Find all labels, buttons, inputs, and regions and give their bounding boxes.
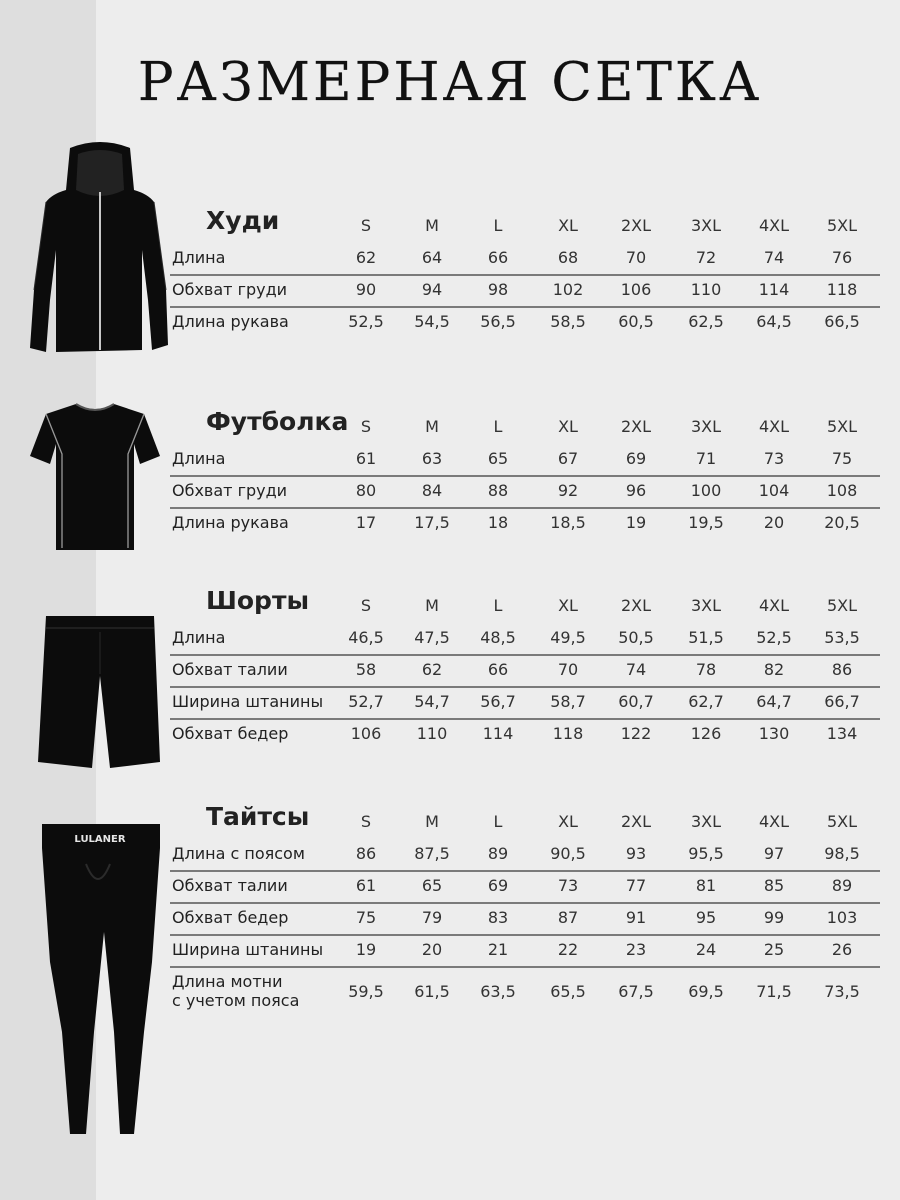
table-row bbox=[170, 904, 880, 936]
table-cell: 63 bbox=[421, 449, 443, 468]
table-cell: 79 bbox=[421, 908, 443, 927]
table-cell: 91 bbox=[625, 908, 647, 927]
table-cell: 110 bbox=[416, 724, 448, 743]
table-cell: 87 bbox=[557, 908, 579, 927]
tights-image bbox=[34, 822, 174, 1140]
table-cell: 74 bbox=[763, 248, 785, 267]
table-header bbox=[170, 584, 880, 624]
table-cell: 68 bbox=[557, 248, 579, 267]
table-cell: 24 bbox=[695, 940, 717, 959]
table-cell: 81 bbox=[695, 876, 717, 895]
table-cell: 56,7 bbox=[480, 692, 516, 711]
table-cell: 64 bbox=[421, 248, 443, 267]
table-cell: 23 bbox=[625, 940, 647, 959]
table-cell: 94 bbox=[421, 280, 443, 299]
size-label: 3XL bbox=[690, 216, 722, 235]
tshirt-size-table bbox=[170, 405, 880, 539]
table-cell: 48,5 bbox=[480, 628, 516, 647]
table-cell: 60,5 bbox=[618, 312, 654, 331]
table-cell: 73 bbox=[763, 449, 785, 468]
table-cell: 130 bbox=[758, 724, 790, 743]
table-cell: 58,5 bbox=[550, 312, 586, 331]
table-cell: 58,7 bbox=[550, 692, 586, 711]
table-cell: 66 bbox=[487, 660, 509, 679]
table-cell: 69 bbox=[487, 876, 509, 895]
table-header bbox=[170, 204, 880, 244]
table-cell: 63,5 bbox=[480, 982, 516, 1001]
table-cell: 92 bbox=[557, 481, 579, 500]
table-cell: 90 bbox=[355, 280, 377, 299]
size-label: M bbox=[425, 417, 439, 436]
table-cell: 89 bbox=[487, 844, 509, 863]
table-cell: 54,7 bbox=[414, 692, 450, 711]
table-cell: 18 bbox=[487, 513, 509, 532]
table-cell: 75 bbox=[831, 449, 853, 468]
table-cell: 76 bbox=[831, 248, 853, 267]
table-cell: 118 bbox=[826, 280, 858, 299]
table-row bbox=[170, 276, 880, 308]
table-cell: 62,5 bbox=[688, 312, 724, 331]
page-title: РАЗМЕРНАЯ СЕТКА bbox=[137, 52, 763, 113]
tshirt-image bbox=[28, 398, 162, 554]
shorts-image bbox=[34, 612, 164, 770]
table-row bbox=[170, 308, 880, 338]
table-cell: 17,5 bbox=[414, 513, 450, 532]
table-cell: 26 bbox=[831, 940, 853, 959]
table-cell: 80 bbox=[355, 481, 377, 500]
hoodie-image bbox=[26, 140, 174, 365]
table-cell: 87,5 bbox=[414, 844, 450, 863]
row-label: Ширина штанины bbox=[172, 692, 324, 711]
table-cell: 134 bbox=[826, 724, 858, 743]
row-label: Ширина штанины bbox=[172, 940, 324, 959]
table-cell: 77 bbox=[625, 876, 647, 895]
table-cell: 19 bbox=[625, 513, 647, 532]
table-cell: 52,5 bbox=[756, 628, 792, 647]
table-cell: 114 bbox=[758, 280, 790, 299]
size-label: S bbox=[360, 812, 372, 831]
size-label: L bbox=[493, 216, 503, 235]
table-cell: 54,5 bbox=[414, 312, 450, 331]
row-label: Длина рукава bbox=[172, 513, 289, 532]
table-cell: 86 bbox=[831, 660, 853, 679]
table-row bbox=[170, 688, 880, 720]
table-cell: 51,5 bbox=[688, 628, 724, 647]
table-cell: 114 bbox=[482, 724, 514, 743]
size-label: XL bbox=[558, 812, 578, 831]
table-cell: 20 bbox=[763, 513, 785, 532]
size-label: 5XL bbox=[826, 417, 858, 436]
size-label: 2XL bbox=[620, 417, 652, 436]
row-label: Длина мотни с учетом пояса bbox=[172, 972, 300, 1010]
table-cell: 84 bbox=[421, 481, 443, 500]
hoodie-size-table bbox=[170, 204, 880, 338]
size-label: 4XL bbox=[758, 216, 790, 235]
table-cell: 69,5 bbox=[688, 982, 724, 1001]
table-cell: 118 bbox=[552, 724, 584, 743]
size-label: L bbox=[493, 812, 503, 831]
tights-size-table bbox=[170, 800, 880, 1014]
table-cell: 96 bbox=[625, 481, 647, 500]
table-cell: 73,5 bbox=[824, 982, 860, 1001]
row-label: Обхват талии bbox=[172, 660, 288, 679]
size-label: 5XL bbox=[826, 596, 858, 615]
size-label: 3XL bbox=[690, 812, 722, 831]
table-cell: 53,5 bbox=[824, 628, 860, 647]
size-label: S bbox=[360, 417, 372, 436]
table-cell: 97 bbox=[763, 844, 785, 863]
table-cell: 20 bbox=[421, 940, 443, 959]
table-cell: 64,5 bbox=[756, 312, 792, 331]
table-cell: 56,5 bbox=[480, 312, 516, 331]
size-label: 4XL bbox=[758, 596, 790, 615]
shorts-size-table bbox=[170, 584, 880, 750]
table-cell: 61,5 bbox=[414, 982, 450, 1001]
row-label: Обхват талии bbox=[172, 876, 288, 895]
table-cell: 65 bbox=[487, 449, 509, 468]
table-cell: 52,5 bbox=[348, 312, 384, 331]
table-cell: 20,5 bbox=[824, 513, 860, 532]
tshirt-title: Футболка bbox=[206, 407, 349, 436]
table-cell: 62 bbox=[421, 660, 443, 679]
table-cell: 71 bbox=[695, 449, 717, 468]
size-label: L bbox=[493, 417, 503, 436]
table-cell: 75 bbox=[355, 908, 377, 927]
table-cell: 74 bbox=[625, 660, 647, 679]
row-label: Длина с поясом bbox=[172, 844, 305, 863]
table-row bbox=[170, 477, 880, 509]
table-row bbox=[170, 624, 880, 656]
table-cell: 64,7 bbox=[756, 692, 792, 711]
table-row bbox=[170, 509, 880, 539]
table-cell: 47,5 bbox=[414, 628, 450, 647]
table-cell: 49,5 bbox=[550, 628, 586, 647]
table-cell: 88 bbox=[487, 481, 509, 500]
size-label: XL bbox=[558, 417, 578, 436]
table-cell: 71,5 bbox=[756, 982, 792, 1001]
table-cell: 83 bbox=[487, 908, 509, 927]
table-cell: 104 bbox=[758, 481, 790, 500]
table-row bbox=[170, 656, 880, 688]
table-row bbox=[170, 244, 880, 276]
table-cell: 90,5 bbox=[550, 844, 586, 863]
table-cell: 95,5 bbox=[688, 844, 724, 863]
size-label: 2XL bbox=[620, 216, 652, 235]
table-cell: 65,5 bbox=[550, 982, 586, 1001]
table-cell: 99 bbox=[763, 908, 785, 927]
size-label: 4XL bbox=[758, 417, 790, 436]
table-cell: 93 bbox=[625, 844, 647, 863]
table-cell: 60,7 bbox=[618, 692, 654, 711]
waistband-text: LULANER bbox=[74, 834, 126, 845]
table-cell: 58 bbox=[355, 660, 377, 679]
table-cell: 25 bbox=[763, 940, 785, 959]
table-cell: 46,5 bbox=[348, 628, 384, 647]
table-cell: 19 bbox=[355, 940, 377, 959]
table-cell: 89 bbox=[831, 876, 853, 895]
table-cell: 65 bbox=[421, 876, 443, 895]
size-label: M bbox=[425, 596, 439, 615]
row-label: Обхват бедер bbox=[172, 724, 289, 743]
hoodie-title: Худи bbox=[206, 206, 280, 235]
size-label: L bbox=[493, 596, 503, 615]
table-header bbox=[170, 405, 880, 445]
table-cell: 108 bbox=[826, 481, 858, 500]
table-header bbox=[170, 800, 880, 840]
table-cell: 106 bbox=[620, 280, 652, 299]
table-row bbox=[170, 720, 880, 750]
size-label: 2XL bbox=[620, 812, 652, 831]
tights-title: Тайтсы bbox=[206, 802, 310, 831]
size-label: S bbox=[360, 596, 372, 615]
size-label: XL bbox=[558, 596, 578, 615]
size-label: 3XL bbox=[690, 596, 722, 615]
table-cell: 66,5 bbox=[824, 312, 860, 331]
table-cell: 67,5 bbox=[618, 982, 654, 1001]
table-cell: 66 bbox=[487, 248, 509, 267]
table-cell: 98,5 bbox=[824, 844, 860, 863]
size-label: XL bbox=[558, 216, 578, 235]
table-cell: 61 bbox=[355, 876, 377, 895]
row-label: Длина bbox=[172, 449, 226, 468]
table-cell: 100 bbox=[690, 481, 722, 500]
table-cell: 95 bbox=[695, 908, 717, 927]
size-label: 4XL bbox=[758, 812, 790, 831]
table-cell: 21 bbox=[487, 940, 509, 959]
table-cell: 17 bbox=[355, 513, 377, 532]
table-cell: 82 bbox=[763, 660, 785, 679]
size-label: 2XL bbox=[620, 596, 652, 615]
table-cell: 98 bbox=[487, 280, 509, 299]
table-cell: 59,5 bbox=[348, 982, 384, 1001]
table-cell: 85 bbox=[763, 876, 785, 895]
table-cell: 50,5 bbox=[618, 628, 654, 647]
size-label: S bbox=[360, 216, 372, 235]
table-row bbox=[170, 872, 880, 904]
table-row bbox=[170, 936, 880, 968]
table-cell: 86 bbox=[355, 844, 377, 863]
row-label: Обхват груди bbox=[172, 280, 288, 299]
table-row bbox=[170, 840, 880, 872]
size-label: M bbox=[425, 216, 439, 235]
table-cell: 62 bbox=[355, 248, 377, 267]
table-cell: 73 bbox=[557, 876, 579, 895]
table-cell: 126 bbox=[690, 724, 722, 743]
table-cell: 103 bbox=[826, 908, 858, 927]
table-row bbox=[170, 445, 880, 477]
table-cell: 19,5 bbox=[688, 513, 724, 532]
table-cell: 18,5 bbox=[550, 513, 586, 532]
table-cell: 106 bbox=[350, 724, 382, 743]
table-cell: 122 bbox=[620, 724, 652, 743]
table-cell: 61 bbox=[355, 449, 377, 468]
table-cell: 70 bbox=[625, 248, 647, 267]
table-cell: 78 bbox=[695, 660, 717, 679]
row-label: Обхват бедер bbox=[172, 908, 289, 927]
table-cell: 22 bbox=[557, 940, 579, 959]
row-label: Обхват груди bbox=[172, 481, 288, 500]
table-cell: 102 bbox=[552, 280, 584, 299]
table-row bbox=[170, 968, 880, 1014]
row-label: Длина bbox=[172, 628, 226, 647]
size-label: M bbox=[425, 812, 439, 831]
table-cell: 52,7 bbox=[348, 692, 384, 711]
shorts-title: Шорты bbox=[206, 586, 310, 615]
table-cell: 62,7 bbox=[688, 692, 724, 711]
size-label: 3XL bbox=[690, 417, 722, 436]
row-label: Длина bbox=[172, 248, 226, 267]
table-cell: 69 bbox=[625, 449, 647, 468]
table-cell: 70 bbox=[557, 660, 579, 679]
table-cell: 110 bbox=[690, 280, 722, 299]
table-cell: 72 bbox=[695, 248, 717, 267]
size-label: 5XL bbox=[826, 216, 858, 235]
table-cell: 66,7 bbox=[824, 692, 860, 711]
table-cell: 67 bbox=[557, 449, 579, 468]
size-label: 5XL bbox=[826, 812, 858, 831]
row-label: Длина рукава bbox=[172, 312, 289, 331]
